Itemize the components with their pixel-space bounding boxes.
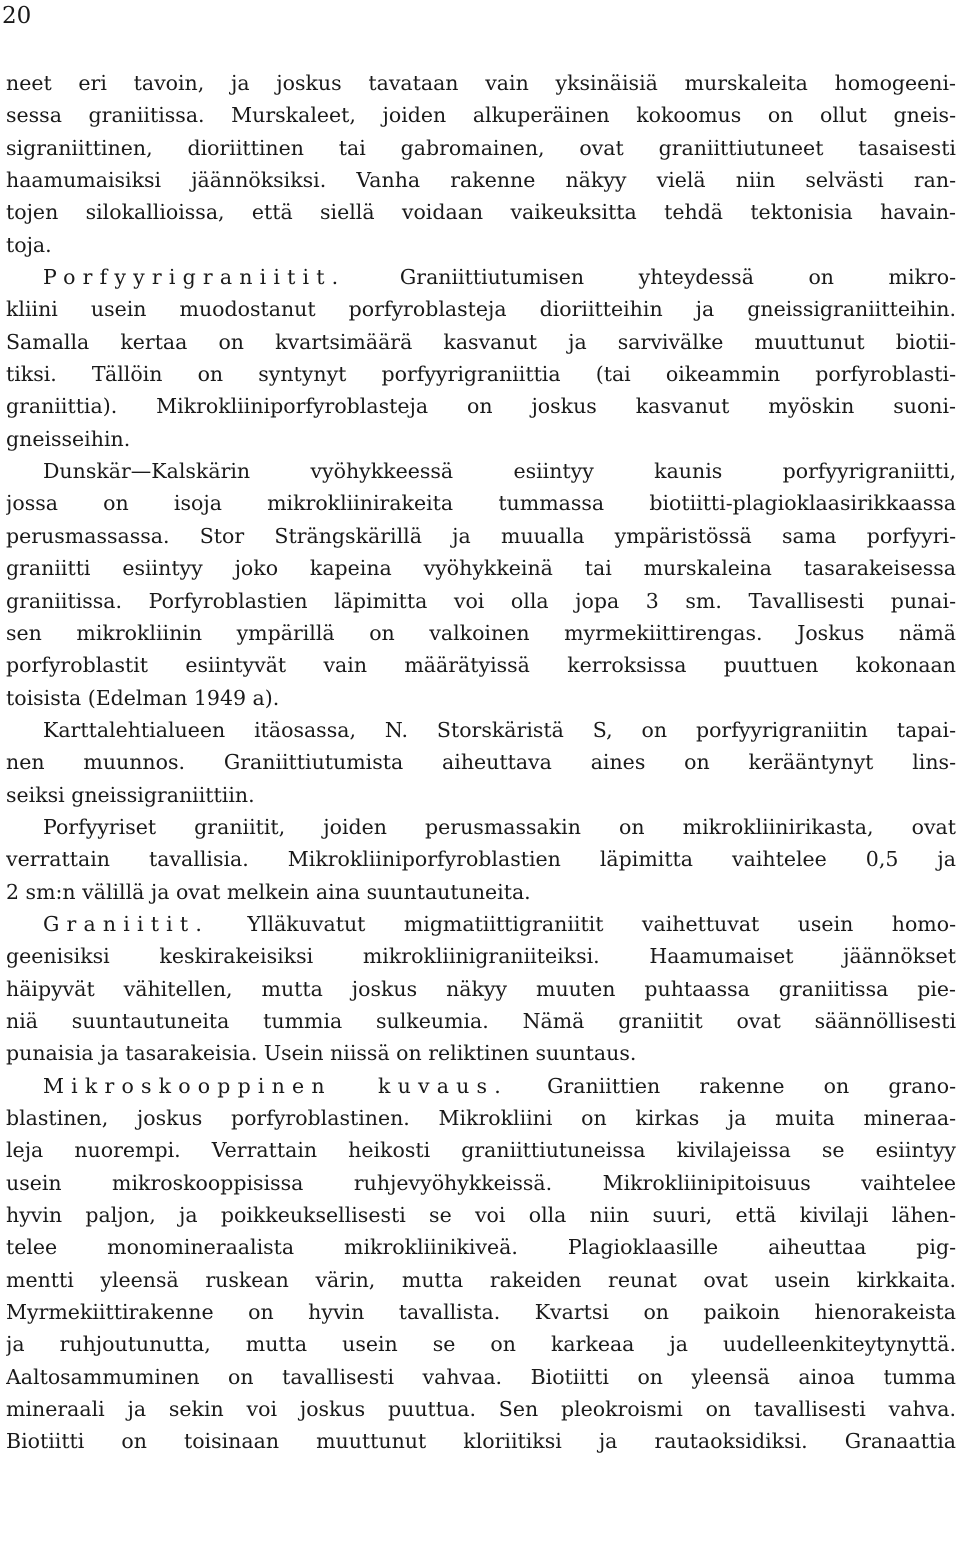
line-text: toja. bbox=[6, 232, 52, 257]
line-text: graniitissa. Porfyroblastien läpimitta voi olla jopa 3 sm. Tavallisesti punai- bbox=[6, 588, 956, 613]
line-text: jossa on isoja mikrokliinirakeita tummassa biotiitti-plagioklaasirikkaassa bbox=[6, 491, 956, 516]
line-text: graniitti esiintyy joko kapeina vyöhykkeinä tai murskaleina tasarakeisessa bbox=[6, 556, 956, 581]
text-line bbox=[6, 876, 956, 908]
text-line bbox=[6, 132, 956, 164]
text-line bbox=[6, 1296, 956, 1328]
text-line bbox=[6, 843, 956, 875]
line-text: Graniittiutumisen yhteydessä on mikro- bbox=[345, 265, 956, 290]
text-line bbox=[6, 908, 956, 940]
line-text: leja nuorempi. Verrattain heikosti graniittiutuneissa kivilajeissa se esiintyy bbox=[6, 1138, 956, 1163]
text-line bbox=[6, 229, 956, 261]
text-line bbox=[6, 1328, 956, 1360]
text-line bbox=[6, 487, 956, 519]
text-line bbox=[6, 164, 956, 196]
text-line bbox=[6, 649, 956, 681]
line-text: sigraniittinen, dioriittinen tai gabromainen, ovat graniittiutuneet tasaisesti bbox=[6, 135, 956, 160]
line-text: ja ruhjoutunutta, mutta usein se on karkeaa ja uudelleenkiteytynyttä. bbox=[6, 1332, 956, 1357]
line-text: nen muunnos. Graniittiutumista aiheuttava aines on kerääntynyt lins- bbox=[6, 750, 956, 775]
line-text: neet eri tavoin, ja joskus tavataan vain yksinäisiä murskaleita homogeeni- bbox=[6, 71, 956, 95]
text-line bbox=[6, 1264, 956, 1296]
text-line bbox=[6, 1037, 956, 1069]
text-line bbox=[6, 423, 956, 455]
line-text: Aaltosammuminen on tavallisesti vahvaa. Biotiitti on yleensä ainoa tumma bbox=[6, 1364, 956, 1389]
text-line bbox=[6, 520, 956, 552]
line-text: Biotiitti on toisinaan muuttunut kloriitiksi ja rautaoksidiksi. Granaattia bbox=[6, 1429, 956, 1454]
text-line bbox=[6, 811, 956, 843]
text-line bbox=[6, 1070, 956, 1102]
line-text: Myrmekiittirakenne on hyvin tavallista. Kvartsi on paikoin hienorakeista bbox=[6, 1300, 956, 1325]
line-text: mineraali ja sekin voi joskus puuttua. Sen pleokroismi on tavallisesti vahva. bbox=[6, 1397, 956, 1422]
text-line bbox=[6, 1167, 956, 1199]
text-line bbox=[6, 1393, 956, 1425]
line-text: porfyroblastit esiintyvät vain määrätyissä kerroksissa puuttuen kokonaan bbox=[6, 653, 956, 678]
text-line bbox=[6, 1361, 956, 1393]
line-text: punaisia ja tasarakeisia. Usein niissä on reliktinen suuntaus. bbox=[6, 1041, 637, 1066]
text-line bbox=[6, 261, 956, 293]
body-text bbox=[6, 67, 956, 1458]
line-text: Ylläkuvatut migmatiittigraniitit vaihettuvat usein homo- bbox=[209, 911, 956, 936]
line-text: Graniittien rakenne on grano- bbox=[507, 1073, 956, 1098]
line-text: hyvin paljon, ja poikkeuksellisesti se voi olla niin suuri, että kivilaji lähen- bbox=[6, 1203, 956, 1228]
text-line bbox=[6, 940, 956, 972]
text-line bbox=[6, 714, 956, 746]
text-line bbox=[6, 1102, 956, 1134]
line-text: usein mikroskooppisissa ruhjevyöhykkeissä. Mikrokliinipitoisuus vaihtelee bbox=[6, 1170, 956, 1195]
text-line bbox=[6, 358, 956, 390]
line-text: geenisiksi keskirakeisiksi mikrokliinigraniiteiksi. Haamumaiset jäännökset bbox=[6, 944, 956, 969]
line-text: verrattain tavallisia. Mikrokliiniporfyroblastien läpimitta vaihtelee 0,5 ja bbox=[6, 847, 956, 872]
text-line bbox=[6, 617, 956, 649]
text-line bbox=[6, 326, 956, 358]
line-text: kliini usein muodostanut porfyroblasteja dioriitteihin ja gneissigraniitteihin. bbox=[6, 297, 956, 322]
text-line bbox=[6, 196, 956, 228]
text-line bbox=[6, 390, 956, 422]
line-text: 2 sm:n välillä ja ovat melkein aina suuntautuneita. bbox=[6, 879, 531, 904]
text-line bbox=[6, 99, 956, 131]
text-line bbox=[6, 779, 956, 811]
line-text: Samalla kertaa on kvartsimäärä kasvanut ja sarvivälke muuttunut biotii- bbox=[6, 329, 956, 354]
line-text: gneisseihin. bbox=[6, 426, 131, 451]
text-line bbox=[6, 552, 956, 584]
text-line bbox=[6, 1134, 956, 1166]
line-text: Porfyyriset graniitit, joiden perusmassakin on mikrokliinirikasta, ovat bbox=[43, 814, 956, 839]
line-text: sen mikrokliinin ympärillä on valkoinen myrmekiittirengas. Joskus nämä bbox=[6, 620, 956, 645]
text-line bbox=[6, 1231, 956, 1263]
section-heading: Graniitit. bbox=[43, 911, 210, 936]
text-line bbox=[6, 1005, 956, 1037]
text-line bbox=[6, 1425, 956, 1457]
section-heading: Porfyyrigraniitit. bbox=[43, 265, 346, 290]
line-text: perusmassassa. Stor Strängskärillä ja muualla ympäristössä sama porfyyri- bbox=[6, 523, 956, 548]
text-line bbox=[6, 973, 956, 1005]
text-line bbox=[6, 455, 956, 487]
line-text: telee monomineraalista mikrokliinikiveä. Plagioklaasille aiheuttaa pig- bbox=[6, 1235, 956, 1260]
line-text: Karttalehtialueen itäosassa, N. Storskäristä S, on porfyyrigraniitin tapai- bbox=[43, 717, 956, 742]
line-text: haamumaisiksi jäännöksiksi. Vanha rakenne näkyy vielä niin selvästi ran- bbox=[6, 168, 956, 193]
line-text: Dunskär—Kalskärin vyöhykkeessä esiintyy kaunis porfyyrigraniitti, bbox=[43, 459, 956, 484]
text-line bbox=[6, 746, 956, 778]
line-text: niä suuntautuneita tummia sulkeumia. Nämä graniitit ovat säännöllisesti bbox=[6, 1008, 956, 1033]
line-text: toisista (Edelman 1949 a). bbox=[6, 685, 280, 710]
page-number: 20 bbox=[2, 3, 32, 29]
line-text: tiksi. Tällöin on syntynyt porfyyrigraniittia (tai oikeammin porfyroblasti- bbox=[6, 362, 956, 387]
line-text: graniittia). Mikrokliiniporfyroblasteja on joskus kasvanut myöskin suoni- bbox=[6, 394, 956, 419]
line-text: seiksi gneissigraniittiin. bbox=[6, 782, 255, 807]
line-text: häipyvät vähitellen, mutta joskus näkyy muuten puhtaassa graniitissa pie- bbox=[6, 976, 956, 1001]
line-text: sessa graniitissa. Murskaleet, joiden alkuperäinen kokoomus on ollut gneis- bbox=[6, 103, 956, 128]
text-line bbox=[6, 293, 956, 325]
text-line bbox=[6, 585, 956, 617]
section-heading: Mikroskooppinen kuvaus. bbox=[43, 1073, 508, 1098]
line-text: mentti yleensä ruskean värin, mutta rakeiden reunat ovat usein kirkkaita. bbox=[6, 1267, 956, 1292]
line-text: blastinen, joskus porfyroblastinen. Mikrokliini on kirkas ja muita mineraa- bbox=[6, 1106, 956, 1130]
text-line bbox=[6, 67, 956, 99]
line-text: tojen silokallioissa, että siellä voidaan vaikeuksitta tehdä tektonisia havain- bbox=[6, 200, 956, 225]
text-line bbox=[6, 1199, 956, 1231]
text-line bbox=[6, 682, 956, 714]
